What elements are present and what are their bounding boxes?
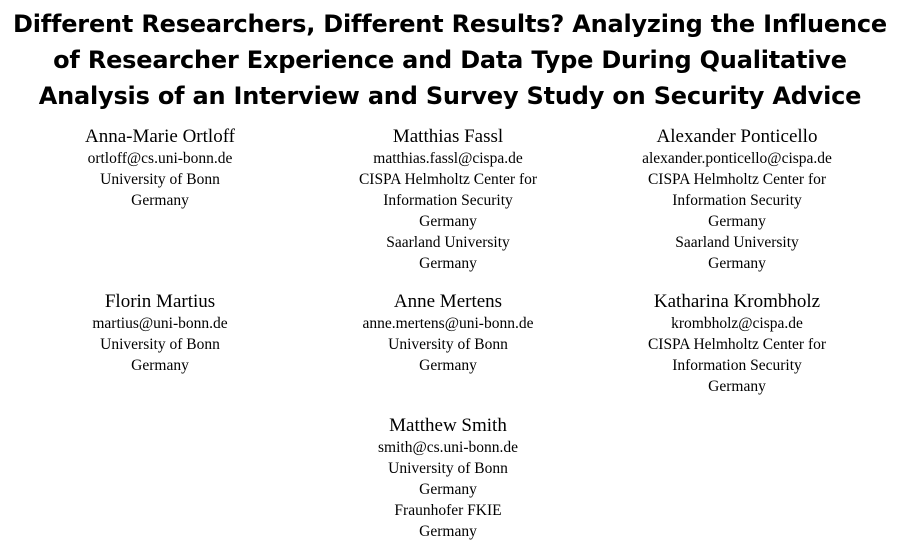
title-line: of Researcher Experience and Data Type During Qualitative [53, 46, 847, 74]
author-affiliation-line: University of Bonn [100, 336, 220, 353]
author-affiliation-line: CISPA Helmholtz Center for [647, 336, 827, 353]
author-affiliation-line: Information Security [383, 192, 513, 209]
author-name: Anne Mertens [393, 291, 503, 312]
author-affiliation-line: Fraunhofer FKIE [394, 502, 502, 519]
author-name: Florin Martius [104, 291, 216, 312]
title-line: Analysis of an Interview and Survey Study on Security Advice [38, 82, 862, 110]
author-affiliation-line: Saarland University [386, 234, 510, 251]
author-affiliation-line: University of Bonn [100, 171, 220, 188]
author-affiliation-line: Germany [419, 481, 477, 498]
author-affiliation-line: Saarland University [675, 234, 799, 251]
author-email: ortloff@cs.uni-bonn.de [87, 150, 233, 167]
author-block [587, 290, 887, 397]
author-email: anne.mertens@uni-bonn.de [362, 315, 534, 332]
author-email: krombholz@cispa.de [671, 315, 803, 332]
author-affiliation-line: Information Security [672, 192, 802, 209]
author-name: Alexander Ponticello [656, 126, 818, 147]
author-affiliation-line: Germany [419, 255, 477, 272]
author-name: Matthew Smith [389, 415, 507, 436]
title-line: Different Researchers, Different Results? Analyzing the Influence [13, 10, 887, 38]
author-affiliation-line: Germany [419, 523, 477, 540]
paper-title [10, 6, 890, 114]
author-block [298, 290, 598, 376]
author-email: alexander.ponticello@cispa.de [642, 150, 832, 167]
author-affiliation-line: Germany [708, 255, 766, 272]
author-affiliation-line: Germany [131, 357, 189, 374]
author-name: Anna-Marie Ortloff [84, 126, 235, 147]
author-block [10, 125, 310, 211]
author-name: Matthias Fassl [392, 126, 504, 147]
author-block [298, 125, 598, 274]
author-block [10, 290, 310, 376]
author-affiliation-line: Germany [419, 357, 477, 374]
author-email: smith@cs.uni-bonn.de [378, 439, 518, 456]
author-affiliation-line: CISPA Helmholtz Center for [358, 171, 538, 188]
author-affiliation-line: Germany [708, 213, 766, 230]
author-block [587, 125, 887, 274]
author-affiliation-line: CISPA Helmholtz Center for [647, 171, 827, 188]
author-affiliation-line: Information Security [672, 357, 802, 374]
author-name: Katharina Krombholz [653, 291, 821, 312]
author-affiliation-line: Germany [419, 213, 477, 230]
author-affiliation-line: University of Bonn [388, 336, 508, 353]
author-block [298, 414, 598, 542]
author-affiliation-line: Germany [708, 378, 766, 395]
author-email: matthias.fassl@cispa.de [373, 150, 523, 167]
author-affiliation-line: University of Bonn [388, 460, 508, 477]
author-affiliation-line: Germany [131, 192, 189, 209]
author-email: martius@uni-bonn.de [92, 315, 228, 332]
